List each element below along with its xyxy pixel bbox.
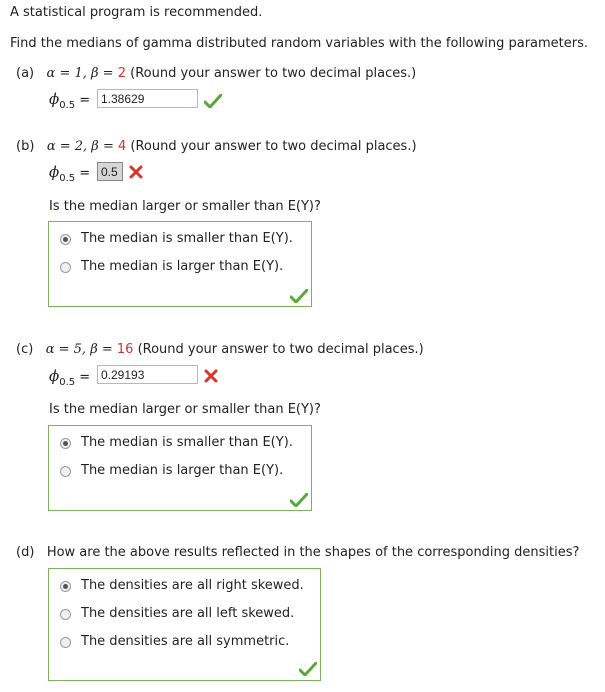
- part-b-line: [16, 139, 417, 154]
- part-c-alpha: α = 5,: [45, 342, 87, 357]
- part-d-option-2-radio[interactable]: [60, 609, 71, 620]
- part-c-beta-value: 16: [116, 342, 134, 357]
- part-c-beta: β =: [90, 342, 113, 357]
- part-b-label: (b): [16, 139, 35, 154]
- part-a-alpha: α = 1,: [46, 66, 87, 81]
- part-b-mc-box: [48, 221, 312, 307]
- part-b-mc-question: Is the median larger or smaller than E(Y)?: [49, 199, 321, 214]
- part-b-median-label: $\phi_{0.5}$ =: [49, 163, 91, 184]
- part-d-question: How are the above results reflected in the shapes of the corresponding densities?: [46, 545, 580, 560]
- part-c-mc-box: [48, 425, 312, 511]
- part-a-median-label: $\phi_{0.5}$ =: [49, 90, 91, 111]
- part-c-mc-correct-check-icon: [290, 493, 308, 507]
- part-b-option-1-radio[interactable]: [60, 234, 71, 245]
- part-d-option-1-radio[interactable]: [60, 581, 71, 592]
- part-b-alpha: α = 2,: [46, 139, 88, 154]
- part-d-line: [16, 545, 579, 560]
- instruction-text: Find the medians of gamma distributed random variables with the following parameters.: [10, 36, 589, 51]
- part-d-label: (d): [16, 545, 35, 560]
- part-b-option-2-radio[interactable]: [60, 262, 71, 273]
- part-d-option-1-label[interactable]: The densities are all right skewed.: [81, 578, 304, 593]
- part-b-beta-value: 4: [117, 139, 127, 154]
- part-d-option-3-label[interactable]: The densities are all symmetric.: [81, 634, 290, 649]
- part-b-option-2-label[interactable]: The median is larger than E(Y).: [81, 259, 284, 274]
- part-d-option-3-radio[interactable]: [60, 637, 71, 648]
- part-c-median-label: $\phi_{0.5}$ =: [49, 367, 91, 388]
- part-a-beta: β =: [91, 66, 114, 81]
- part-c-incorrect-x-icon: [204, 369, 218, 383]
- part-b-mc-correct-check-icon: [290, 289, 308, 303]
- part-c-option-2-label[interactable]: The median is larger than E(Y).: [81, 463, 284, 478]
- part-c-option-2-radio[interactable]: [60, 466, 71, 477]
- part-a-round-note: (Round your answer to two decimal places.): [130, 66, 417, 81]
- part-c-label: (c): [16, 342, 34, 357]
- part-b-round-note: (Round your answer to two decimal places.): [130, 139, 417, 154]
- part-a-beta-value: 2: [117, 66, 126, 81]
- part-a-correct-check-icon: [204, 94, 222, 108]
- part-b-answer-input[interactable]: 0.5: [97, 162, 123, 181]
- intro-text: A statistical program is recommended.: [10, 5, 263, 20]
- part-c-line: [16, 342, 424, 357]
- part-c-answer-input[interactable]: 0.29193: [97, 365, 198, 384]
- part-b-option-1-label[interactable]: The median is smaller than E(Y).: [81, 231, 293, 246]
- part-b-beta: β =: [91, 139, 114, 154]
- part-d-mc-correct-check-icon: [299, 662, 317, 676]
- part-c-option-1-radio[interactable]: [60, 438, 71, 449]
- part-c-round-note: (Round your answer to two decimal places.): [137, 342, 424, 357]
- part-a-line: [16, 66, 416, 81]
- part-a-label: (a): [16, 66, 35, 81]
- part-c-mc-question: Is the median larger or smaller than E(Y)?: [49, 402, 321, 417]
- part-a-answer-input[interactable]: 1.38629: [97, 89, 198, 108]
- part-b-incorrect-x-icon: [129, 165, 143, 179]
- part-d-option-2-label[interactable]: The densities are all left skewed.: [81, 606, 295, 621]
- part-d-mc-box: [48, 568, 321, 681]
- part-c-option-1-label[interactable]: The median is smaller than E(Y).: [81, 435, 293, 450]
